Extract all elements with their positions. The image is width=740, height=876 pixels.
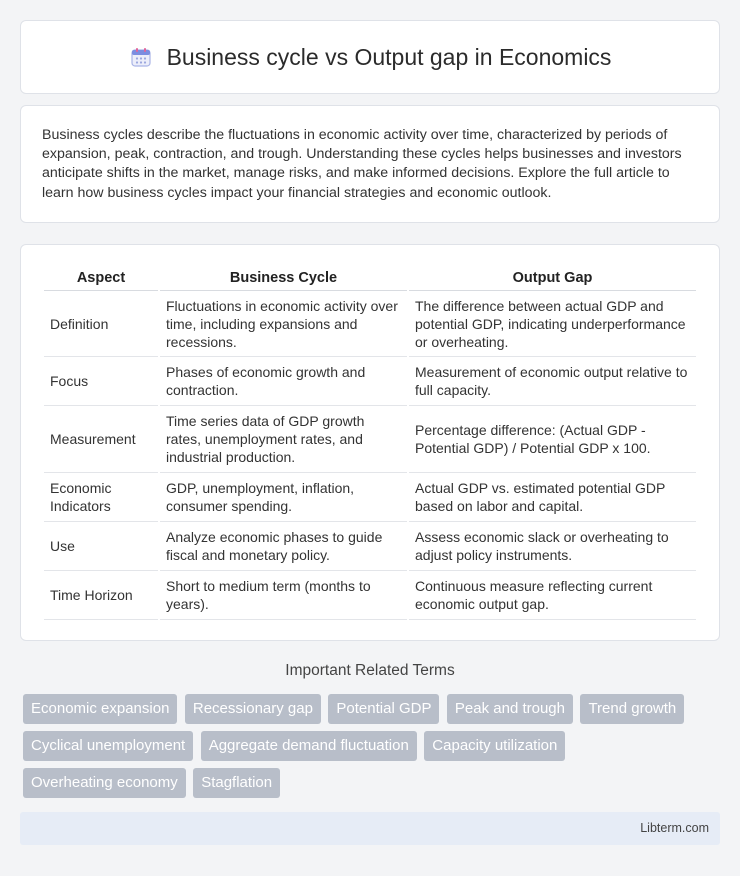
output-gap-cell: Assess economic slack or overheating to adjust policy instruments. bbox=[409, 522, 696, 571]
business-cycle-cell: Time series data of GDP growth rates, unemployment rates, and industrial production. bbox=[160, 406, 407, 473]
related-term-tag[interactable]: Capacity utilization bbox=[424, 731, 565, 761]
related-terms-list bbox=[23, 694, 723, 805]
related-terms-title: Important Related Terms bbox=[285, 662, 455, 679]
page-title: Business cycle vs Output gap in Economics bbox=[166, 43, 612, 70]
aspect-cell: Use bbox=[44, 522, 158, 571]
title-card bbox=[20, 20, 720, 94]
business-cycle-cell: Fluctuations in economic activity over time, including expansions and recessions. bbox=[160, 291, 407, 357]
output-gap-cell: Actual GDP vs. estimated potential GDP based on labor and capital. bbox=[409, 473, 696, 522]
business-cycle-cell: Phases of economic growth and contraction. bbox=[160, 357, 407, 406]
intro-card bbox=[20, 105, 720, 223]
aspect-cell: Measurement bbox=[44, 406, 158, 473]
footer bbox=[20, 812, 720, 845]
intro-text: Business cycles describe the fluctuations in economic activity over time, characterized by periods of expansion, peak, contraction, and trough. Understanding these cycles helps businesses and investors anticipate shifts in the market, manage risks, and make informed decisions. Explore the full article to learn how business cycles impact your financial strategies and economic outlook. bbox=[42, 127, 682, 201]
aspect-cell: Time Horizon bbox=[44, 571, 158, 620]
related-term-tag[interactable]: Aggregate demand fluctuation bbox=[201, 731, 417, 761]
table-header-row bbox=[44, 265, 696, 291]
business-cycle-cell: Analyze economic phases to guide fiscal and monetary policy. bbox=[160, 522, 407, 571]
related-term-tag[interactable]: Overheating economy bbox=[23, 768, 186, 798]
related-term-tag[interactable]: Trend growth bbox=[580, 694, 684, 724]
related-term-tag[interactable]: Recessionary gap bbox=[185, 694, 321, 724]
comparison-table bbox=[42, 265, 698, 620]
aspect-cell: Economic Indicators bbox=[44, 473, 158, 522]
related-term-tag[interactable]: Potential GDP bbox=[328, 694, 439, 724]
table-row bbox=[44, 357, 696, 406]
column-header-output-gap: Output Gap bbox=[409, 265, 696, 291]
table-row bbox=[44, 291, 696, 357]
table-row bbox=[44, 473, 696, 522]
column-header-aspect: Aspect bbox=[44, 265, 158, 291]
related-term-tag[interactable]: Cyclical unemployment bbox=[23, 731, 193, 761]
output-gap-cell: Measurement of economic output relative to full capacity. bbox=[409, 357, 696, 406]
aspect-cell: Focus bbox=[44, 357, 158, 406]
related-term-tag[interactable]: Peak and trough bbox=[447, 694, 573, 724]
related-term-tag[interactable]: Stagflation bbox=[193, 768, 280, 798]
table-row bbox=[44, 571, 696, 620]
related-term-tag[interactable]: Economic expansion bbox=[23, 694, 177, 724]
calendar-icon bbox=[129, 45, 153, 69]
footer-site-link[interactable]: Libterm.com bbox=[640, 821, 709, 835]
business-cycle-cell: GDP, unemployment, inflation, consumer spending. bbox=[160, 473, 407, 522]
comparison-table-card bbox=[20, 244, 720, 641]
aspect-cell: Definition bbox=[44, 291, 158, 357]
table-row bbox=[44, 406, 696, 473]
column-header-business-cycle: Business Cycle bbox=[160, 265, 407, 291]
output-gap-cell: The difference between actual GDP and potential GDP, indicating underperformance or overheating. bbox=[409, 291, 696, 357]
output-gap-cell: Continuous measure reflecting current economic output gap. bbox=[409, 571, 696, 620]
business-cycle-cell: Short to medium term (months to years). bbox=[160, 571, 407, 620]
output-gap-cell: Percentage difference: (Actual GDP - Potential GDP) / Potential GDP x 100. bbox=[409, 406, 696, 473]
table-row bbox=[44, 522, 696, 571]
